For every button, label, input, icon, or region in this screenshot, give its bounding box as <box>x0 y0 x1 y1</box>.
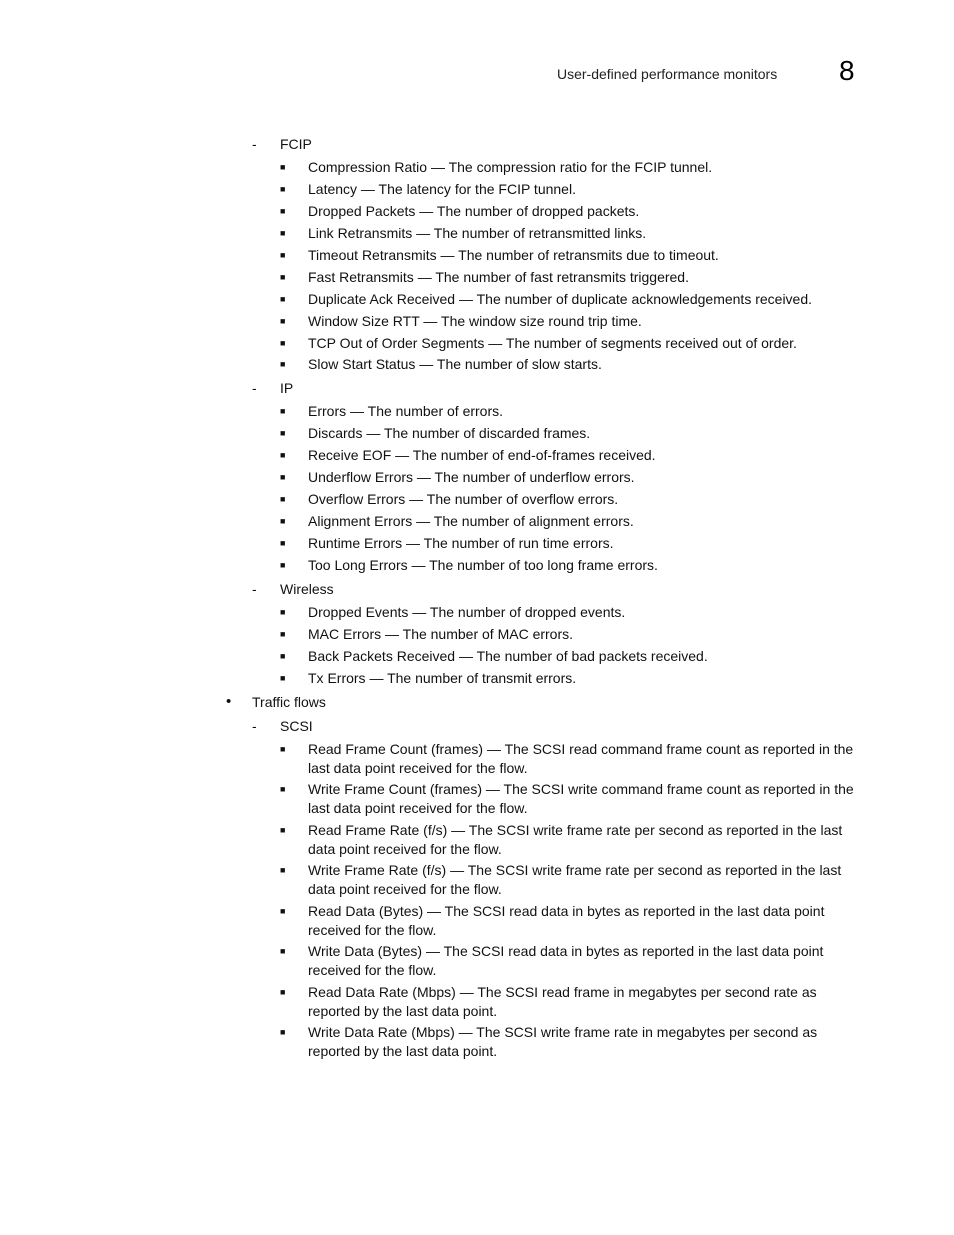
square-bullet-icon: ■ <box>280 162 286 172</box>
square-bullet-icon: ■ <box>280 946 286 957</box>
square-bullet-icon: ■ <box>280 227 286 238</box>
section-fcip <box>0 133 954 374</box>
traffic-flows-label: Traffic flows <box>252 693 326 710</box>
square-bullet-icon: ■ <box>280 359 286 370</box>
ip-items <box>0 402 954 575</box>
list-item: ■ Read Frame Count (frames) — The SCSI read command frame count as reported in the last data point received for the flow. <box>280 740 854 776</box>
dash-marker: - <box>252 581 257 597</box>
list-item: ■ Slow Start Status — The number of slow starts. <box>280 356 602 373</box>
square-bullet-icon: ■ <box>280 428 286 439</box>
list-item: ■ Tx Errors — The number of transmit errors. <box>280 669 577 686</box>
list-item: ■ Compression Ratio — The compression ratio for the FCIP tunnel. <box>280 159 713 175</box>
list-item: ■ Receive EOF — The number of end-of-frames received. <box>280 447 656 464</box>
list-item: ■ Dropped Events — The number of dropped events. <box>280 604 626 620</box>
square-bullet-icon: ■ <box>280 1027 286 1038</box>
scsi-items <box>0 740 954 1062</box>
page-header <box>0 56 954 88</box>
square-bullet-icon: ■ <box>280 650 286 661</box>
section-wireless <box>0 578 954 688</box>
list-item: ■ Latency — The latency for the FCIP tunnel. <box>280 180 576 197</box>
square-bullet-icon: ■ <box>280 494 286 505</box>
list-item: ■ Read Data Rate (Mbps) — The SCSI read frame in megabytes per second rate as reported by the last data point. <box>280 983 817 1019</box>
list-item: ■ TCP Out of Order Segments — The number of segments received out of order. <box>280 334 797 351</box>
square-bullet-icon: ■ <box>280 560 286 570</box>
list-item: ■ Dropped Packets — The number of dropped packets. <box>280 202 640 219</box>
list-item: ■ Link Retransmits — The number of retransmitted links. <box>280 224 647 241</box>
square-bullet-icon: ■ <box>280 406 286 417</box>
list-item: ■ Timeout Retransmits — The number of retransmits due to timeout. <box>280 246 719 263</box>
square-bullet-icon: ■ <box>280 986 286 997</box>
round-bullet-icon: • <box>226 692 232 710</box>
section-label: IP <box>280 380 294 397</box>
list-item: ■ Read Frame Rate (f/s) — The SCSI write frame rate per second as reported in the last data point received for the flow. <box>280 821 843 857</box>
square-bullet-icon: ■ <box>280 472 286 483</box>
list-item: ■ Duplicate Ack Received — The number of duplicate acknowledgements received. <box>280 290 813 307</box>
section-ip <box>0 377 954 575</box>
section-label: SCSI <box>280 717 313 734</box>
section-label: FCIP <box>280 136 312 152</box>
square-bullet-icon: ■ <box>280 905 286 916</box>
list-item: ■ Read Data (Bytes) — The SCSI read data in bytes as reported in the last data point received for the flow. <box>280 902 825 938</box>
square-bullet-icon: ■ <box>280 249 286 260</box>
square-bullet-icon: ■ <box>280 271 286 282</box>
list-item: ■ Discards — The number of discarded frames. <box>280 425 591 442</box>
dash-marker: - <box>252 380 257 397</box>
list-item: ■ Overflow Errors — The number of overflow errors. <box>280 491 619 508</box>
square-bullet-icon: ■ <box>280 743 286 754</box>
square-bullet-icon: ■ <box>280 784 286 795</box>
square-bullet-icon: ■ <box>280 607 286 617</box>
square-bullet-icon: ■ <box>280 315 286 326</box>
list-item: ■ Write Data (Bytes) — The SCSI read data in bytes as reported in the last data point received for the flow. <box>280 943 824 979</box>
square-bullet-icon: ■ <box>280 538 286 549</box>
square-bullet-icon: ■ <box>280 516 286 527</box>
list-item: ■ MAC Errors — The number of MAC errors. <box>280 625 574 642</box>
dash-marker: - <box>252 136 257 152</box>
list-item: ■ Alignment Errors — The number of alignment errors. <box>280 513 634 530</box>
list-item: ■ Too Long Errors — The number of too long frame errors. <box>280 557 658 573</box>
traffic-flows-section <box>0 691 954 1062</box>
square-bullet-icon: ■ <box>280 450 286 461</box>
square-bullet-icon: ■ <box>280 205 286 216</box>
section-label: Wireless <box>280 581 334 597</box>
list-item: ■ Errors — The number of errors. <box>280 403 504 420</box>
square-bullet-icon: ■ <box>280 824 286 835</box>
list-item: ■ Underflow Errors — The number of underflow errors. <box>280 469 635 486</box>
section-scsi <box>0 715 954 1062</box>
running-header-title: User-defined performance monitors <box>557 66 778 82</box>
list-item: ■ Window Size RTT — The window size round trip time. <box>280 312 642 329</box>
square-bullet-icon: ■ <box>280 865 286 876</box>
square-bullet-icon: ■ <box>280 293 286 304</box>
list-item: ■ Fast Retransmits — The number of fast retransmits triggered. <box>280 268 689 285</box>
dash-marker: - <box>252 717 257 734</box>
square-bullet-icon: ■ <box>280 672 286 683</box>
wireless-items <box>0 603 954 688</box>
square-bullet-icon: ■ <box>280 337 286 348</box>
list-item: ■ Runtime Errors — The number of run time errors. <box>280 535 614 552</box>
list-item: ■ Write Frame Rate (f/s) — The SCSI write frame rate per second as reported in the last data point received for the flow. <box>280 862 842 898</box>
square-bullet-icon: ■ <box>280 628 286 639</box>
list-item: ■ Write Frame Count (frames) — The SCSI write command frame count as reported in the last data point received for the flow. <box>280 781 854 817</box>
square-bullet-icon: ■ <box>280 183 286 194</box>
list-item: ■ Back Packets Received — The number of bad packets received. <box>280 647 708 664</box>
list-item: ■ Write Data Rate (Mbps) — The SCSI write frame rate in megabytes per second as reported by the last data point. <box>280 1024 818 1060</box>
fcip-items <box>0 158 954 374</box>
chapter-number: 8 <box>839 55 855 86</box>
page-content <box>0 133 954 1064</box>
